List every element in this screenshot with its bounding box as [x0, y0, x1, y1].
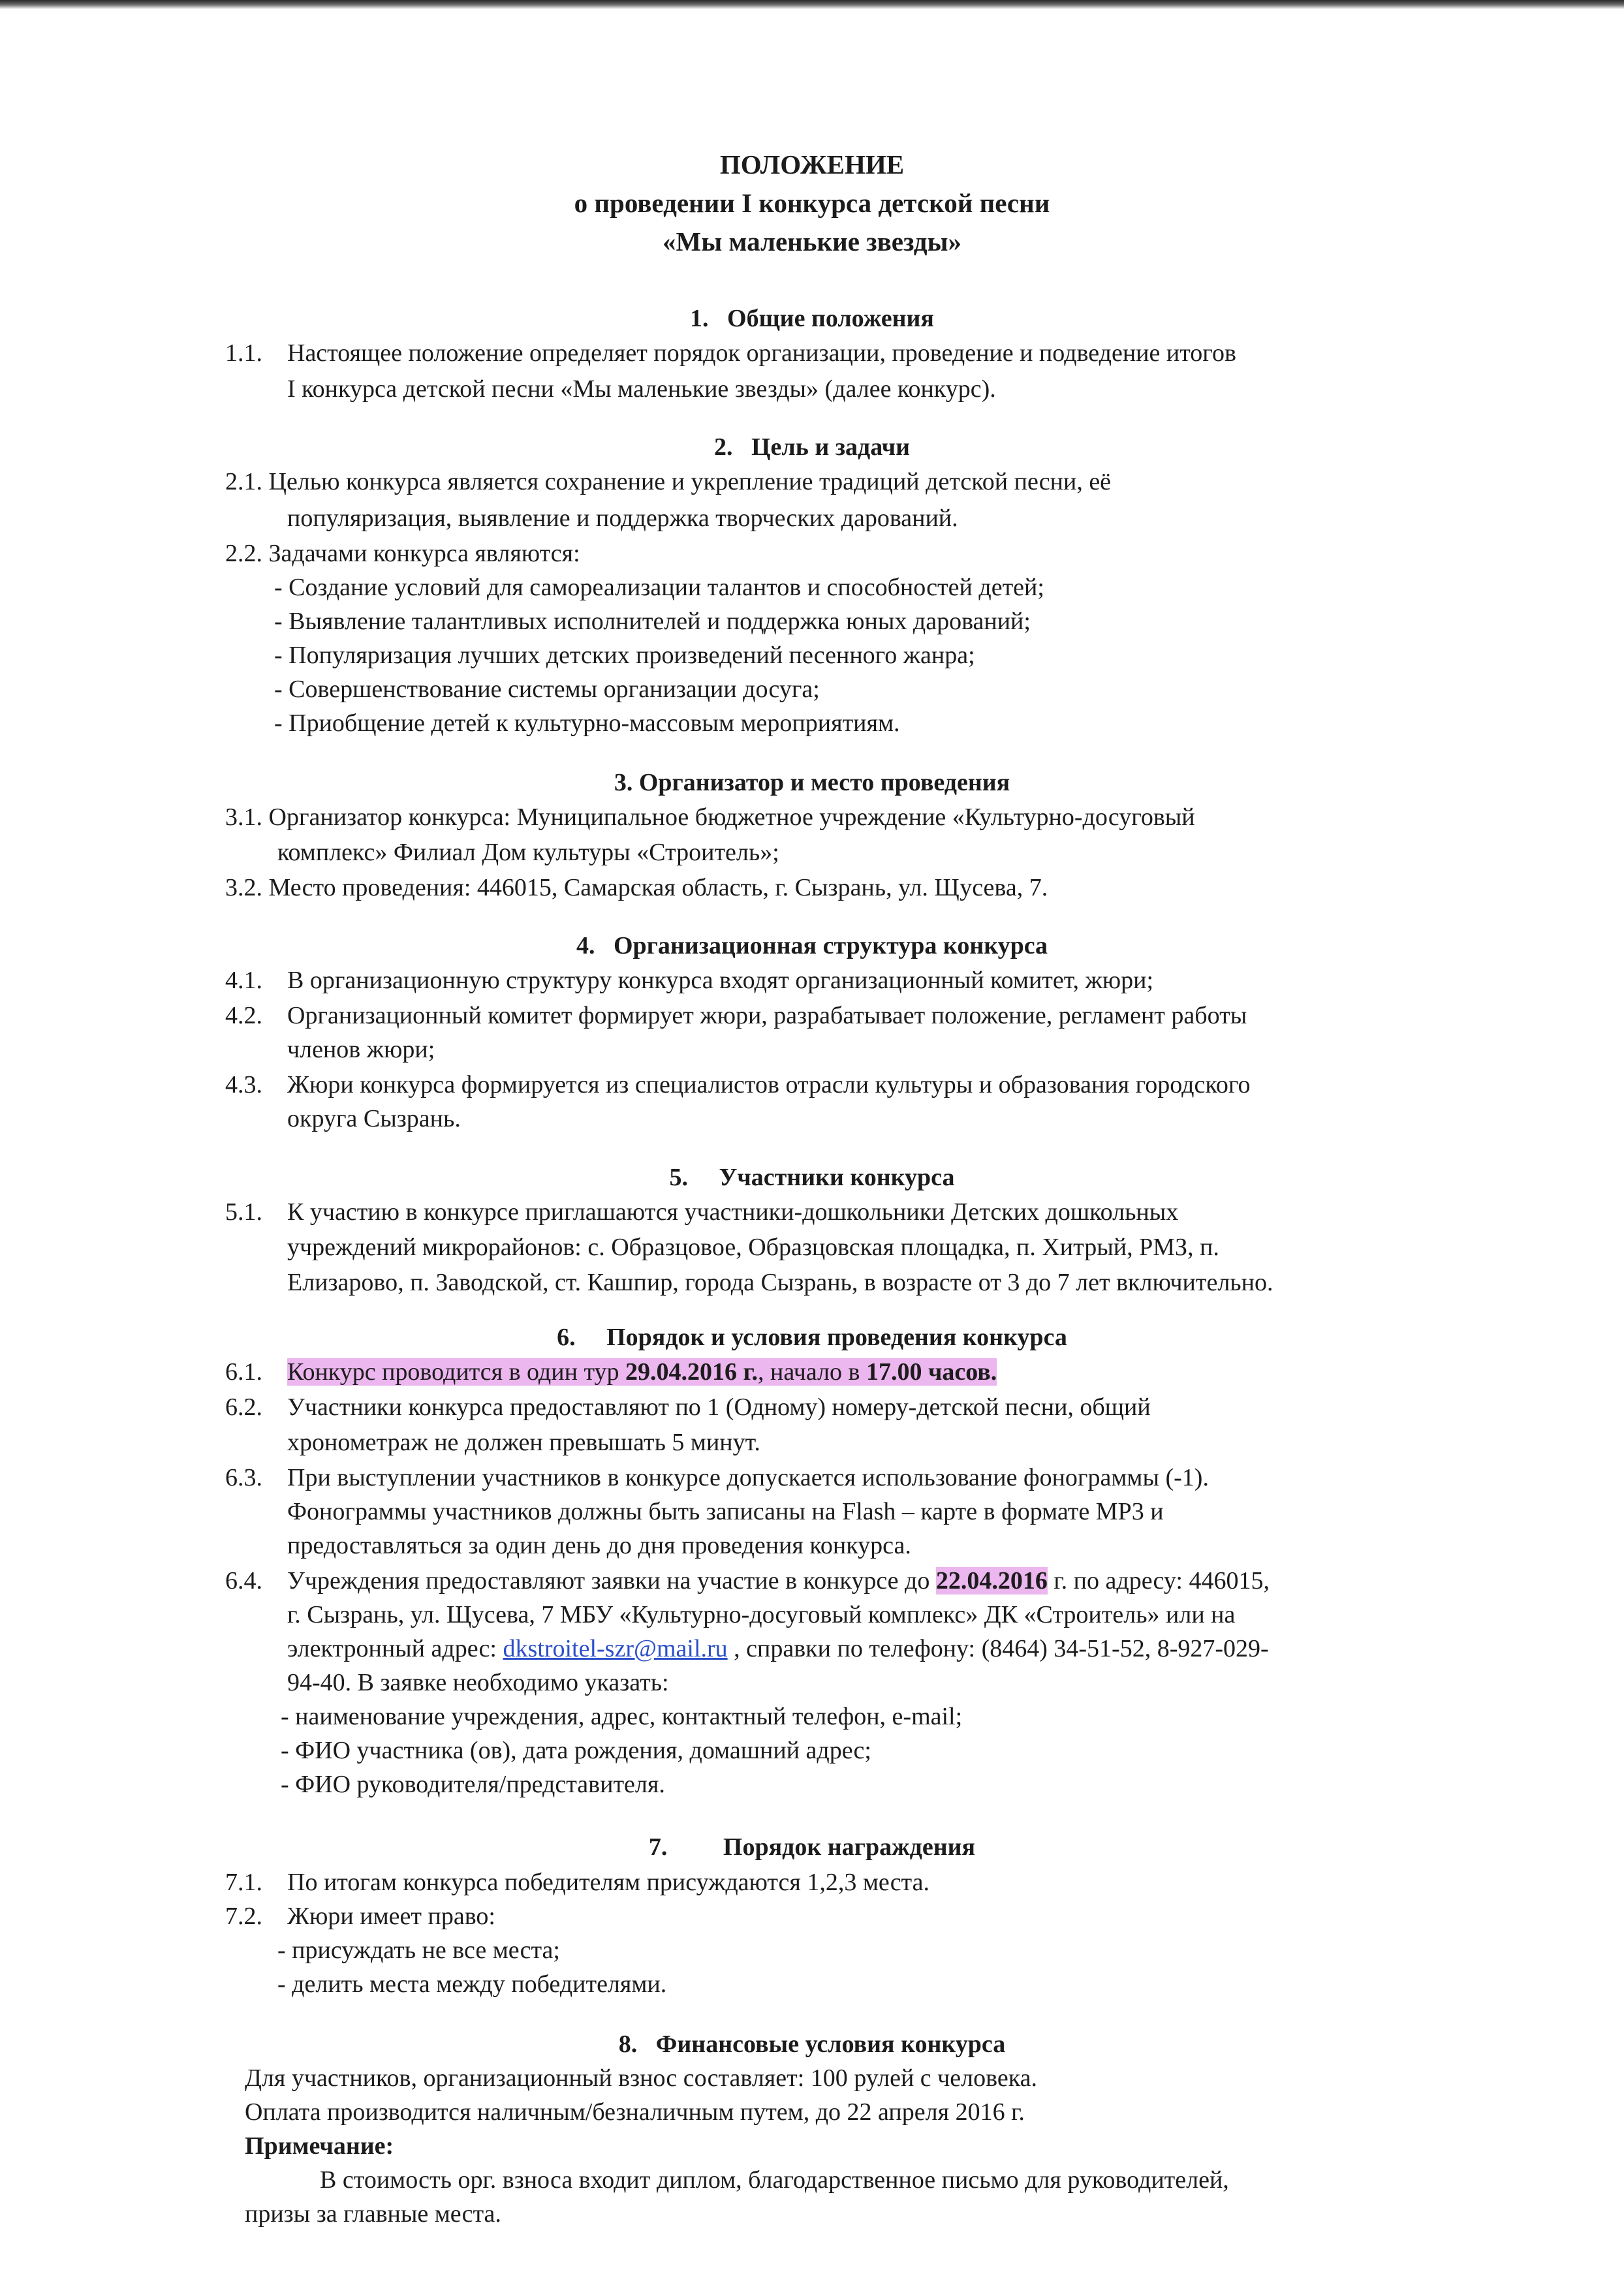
clause-4-3-line-1: Жюри конкурса формируется из специалистов отрасли культуры и образования городского: [287, 1071, 1251, 1098]
section-8-title: Финансовые условия конкурса: [655, 2030, 1006, 2058]
clause-text: Учреждения предоставляют заявки на участие в конкурсе до: [287, 1567, 936, 1595]
section-2-heading: [0, 431, 1624, 464]
clause-6-3-number: 6.3.: [225, 1464, 262, 1491]
clause-1-1-line-2: I конкурса детской песни «Мы маленькие звезды» (далее конкурс).: [287, 375, 996, 403]
list-item: - Совершенствование системы организации досуга;: [274, 676, 820, 703]
clause-4-2-line-2: членов жюри;: [287, 1036, 435, 1063]
clause-2-1-line-1: 2.1. Целью конкурса является сохранение и укрепление традиций детской песни, её: [225, 468, 1112, 495]
section-1-heading: [0, 303, 1624, 335]
note-line-2: призы за главные места.: [245, 2200, 501, 2228]
payment-line: Оплата производится наличным/безналичным путем, до 22 апреля 2016 г.: [245, 2098, 1025, 2126]
application-deadline: 22.04.2016: [935, 1567, 1048, 1595]
clause-1-1-line-1: Настоящее положение определяет порядок организации, проведение и подведение итогов: [287, 339, 1236, 367]
note-title: Примечание:: [245, 2132, 394, 2160]
clause-1-1-number: 1.1.: [225, 339, 262, 367]
clause-2-2: 2.2. Задачами конкурса являются:: [225, 540, 580, 567]
document-title: ПОЛОЖЕНИЕ: [719, 149, 905, 179]
clause-5-1-line-2: учреждений микрорайонов: с. Образцовое, Образцовская площадка, п. Хитрый, РМЗ, п.: [287, 1234, 1219, 1261]
clause-6-4-number: 6.4.: [225, 1567, 262, 1595]
section-4-title: Организационная структура конкурса: [613, 932, 1048, 959]
section-5-heading: [0, 1162, 1624, 1194]
list-item: - делить места между победителями.: [277, 1970, 667, 1998]
clause-5-1-line-1: К участию в конкурсе приглашаются участники-дошкольники Детских дошкольных: [287, 1198, 1179, 1226]
list-item: - Создание условий для самореализации талантов и способностей детей;: [274, 574, 1044, 601]
note-line-1: В стоимость орг. взноса входит диплом, благодарственное письмо для руководителей,: [320, 2166, 1229, 2194]
fee-line: Для участников, организационный взнос составляет: 100 рулей с человека.: [245, 2064, 1037, 2092]
clause-6-2-number: 6.2.: [225, 1393, 262, 1421]
list-item: - наименование учреждения, адрес, контактный телефон, e-mail;: [281, 1703, 963, 1730]
list-item: - Приобщение детей к культурно-массовым мероприятиям.: [274, 709, 900, 737]
contest-start-time: 17.00 часов.: [866, 1358, 997, 1386]
section-4-heading: [0, 930, 1624, 963]
clause-7-1-number: 7.1.: [225, 1869, 262, 1896]
section-4-number: 4.: [576, 932, 595, 959]
clause-2-1-line-2: популяризация, выявление и поддержка творческих дарований.: [287, 505, 958, 532]
clause-5-1-line-3: Елизарово, п. Заводской, ст. Кашпир, города Сызрань, в возрасте от 3 до 7 лет включительно.: [287, 1269, 1273, 1296]
section-5-title: Участники конкурса: [719, 1164, 955, 1191]
section-7-number: 7.: [648, 1833, 668, 1861]
document-subtitle: о проведении I конкурса детской песни: [574, 188, 1050, 218]
clause-6-3-line-3: предоставляться за один день до дня проведения конкурса.: [287, 1532, 911, 1559]
section-3-heading: 3. Организатор и место проведения: [614, 769, 1010, 796]
clause-4-3-line-2: округа Сызрань.: [287, 1105, 461, 1132]
clause-4-1-number: 4.1.: [225, 967, 262, 994]
section-8-heading: [0, 2029, 1624, 2061]
section-2-number: 2.: [713, 433, 733, 461]
clause-6-4-line-3: [287, 1633, 1269, 1666]
clause-6-4-line-4: 94-40. В заявке необходимо указать:: [287, 1669, 669, 1696]
clause-4-2-line-1: Организационный комитет формирует жюри, разрабатывает положение, регламент работы: [287, 1002, 1247, 1029]
clause-text: электронный адрес:: [287, 1635, 503, 1662]
clause-4-2-number: 4.2.: [225, 1002, 262, 1029]
clause-6-4-line-2: г. Сызрань, ул. Щусева, 7 МБУ «Культурно-досуговый комплекс» ДК «Строитель» или на: [287, 1601, 1236, 1628]
section-2-title: Цель и задачи: [751, 433, 911, 461]
clause-7-1: По итогам конкурса победителям присуждаются 1,2,3 места.: [287, 1869, 929, 1896]
clause-6-1: [287, 1356, 997, 1389]
clause-3-1-line-1: 3.1. Организатор конкурса: Муниципальное бюджетное учреждение «Культурно-досуговый: [225, 803, 1195, 831]
clause-4-1: В организационную структуру конкурса входят организационный комитет, жюри;: [287, 967, 1154, 994]
clause-text: , справки по телефону: (8464) 34-51-52, 8-927-029-: [727, 1635, 1269, 1662]
clause-text: г. по адресу: 446015,: [1047, 1567, 1270, 1595]
email-link[interactable]: dkstroitel-szr@mail.ru: [503, 1635, 728, 1662]
highlighted-text: , начало в: [758, 1358, 866, 1386]
list-item: - присуждать не все места;: [277, 1937, 560, 1964]
clause-6-2-line-2: хронометраж не должен превышать 5 минут.: [287, 1429, 760, 1456]
list-item: - Популяризация лучших детских произведений песенного жанра;: [274, 642, 975, 669]
section-7-heading: [0, 1831, 1624, 1864]
list-item: - ФИО руководителя/представителя.: [281, 1771, 665, 1798]
section-8-number: 8.: [618, 2030, 638, 2058]
highlighted-text: Конкурс проводится в один тур: [287, 1358, 626, 1386]
list-item: - Выявление талантливых исполнителей и поддержка юных дарований;: [274, 608, 1031, 635]
section-1-title: Общие положения: [727, 305, 934, 332]
clause-7-2: Жюри имеет право:: [287, 1903, 495, 1930]
clause-6-3-line-2: Фонограммы участников должны быть записаны на Flash – карте в формате МР3 и: [287, 1498, 1164, 1525]
section-7-title: Порядок награждения: [723, 1833, 976, 1861]
document-subtitle-name: «Мы маленькие звезды»: [663, 226, 961, 257]
clause-6-3-line-1: При выступлении участников в конкурсе допускается использование фонограммы (-1).: [287, 1464, 1209, 1491]
clause-3-2: 3.2. Место проведения: 446015, Самарская область, г. Сызрань, ул. Щусева, 7.: [225, 874, 1048, 901]
section-5-number: 5.: [669, 1164, 688, 1191]
clause-5-1-number: 5.1.: [225, 1198, 262, 1226]
list-item: - ФИО участника (ов), дата рождения, домашний адрес;: [281, 1737, 871, 1764]
section-6-number: 6.: [557, 1324, 576, 1351]
clause-6-2-line-1: Участники конкурса предоставляют по 1 (Одному) номеру-детской песни, общий: [287, 1393, 1151, 1421]
clause-4-3-number: 4.3.: [225, 1071, 262, 1098]
contest-date: 29.04.2016 г.: [625, 1358, 758, 1386]
section-6-heading: [0, 1322, 1624, 1354]
clause-3-1-line-2: комплекс» Филиал Дом культуры «Строитель»;: [277, 839, 779, 866]
section-1-number: 1.: [690, 305, 709, 332]
section-6-title: Порядок и условия проведения конкурса: [606, 1324, 1067, 1351]
clause-6-4-line-1: [287, 1565, 1270, 1598]
clause-7-2-number: 7.2.: [225, 1903, 262, 1930]
clause-6-1-number: 6.1.: [225, 1358, 262, 1386]
